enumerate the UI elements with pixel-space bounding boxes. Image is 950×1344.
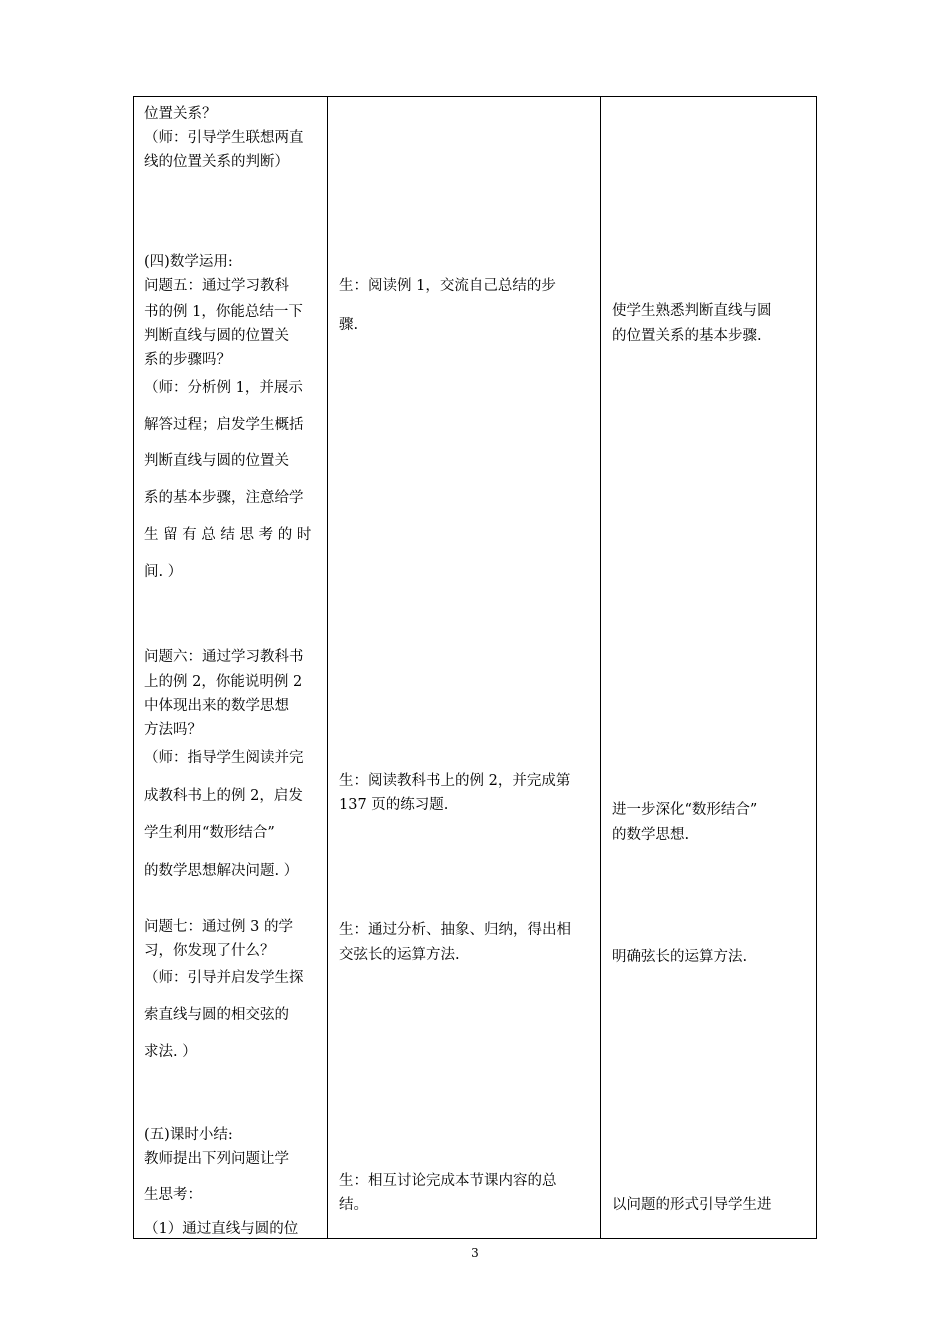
page-number: 3 [471, 1246, 479, 1260]
text-line: 骤. [339, 317, 359, 333]
text-line: 间. ） [144, 564, 183, 580]
text-line: 判断直线与圆的位置关 [144, 453, 289, 469]
text-line: 问题五：通过学习教科 [144, 278, 289, 294]
text-line: 学生利用“数形结合” [144, 825, 275, 841]
text-line: 求法. ） [144, 1044, 197, 1060]
text-line: 书的例 1，你能总结一下 [144, 304, 303, 320]
text-line: （师：分析例 1，并展示 [144, 380, 303, 396]
lesson-plan-table [133, 96, 817, 1239]
text-line: 的位置关系的基本步骤. [612, 328, 762, 344]
text-line: 生：通过分析、抽象、归纳，得出相 [339, 922, 571, 938]
text-line: 结。 [339, 1197, 368, 1213]
text-line: 索直线与圆的相交弦的 [144, 1007, 289, 1023]
text-line: 方法吗？ [144, 722, 202, 738]
text-line: （师：指导学生阅读并完 [144, 750, 304, 766]
text-line: 解答过程；启发学生概括 [144, 417, 304, 433]
section-heading: (五)课时小结: [144, 1127, 233, 1143]
text-line: 生 留 有 总 结 思 考 的 时 [144, 527, 312, 543]
student-activity-cell [339, 97, 601, 1238]
text-line: （师：引导并启发学生探 [144, 970, 304, 986]
text-line: 教师提出下列问题让学 [144, 1151, 289, 1167]
text-line: 线的位置关系的判断） [144, 154, 289, 170]
text-line: 判断直线与圆的位置关 [144, 328, 289, 344]
text-line: 中体现出来的数学思想 [144, 698, 289, 714]
text-line: 生：阅读例 1，交流自己总结的步 [339, 278, 556, 294]
text-line: 系的基本步骤，注意给学 [144, 490, 304, 506]
text-line: 位置关系？ [144, 106, 217, 122]
text-line: 问题六：通过学习教科书 [144, 649, 304, 665]
design-intent-cell [612, 97, 816, 1238]
text-line: 生思考： [144, 1187, 202, 1203]
text-line: （师：引导学生联想两直 [144, 130, 304, 146]
column-divider [327, 97, 328, 1238]
text-line: 的数学思想. [612, 827, 690, 843]
teacher-activity-cell [144, 97, 326, 1238]
text-line: 137 页的练习题. [339, 797, 449, 813]
text-line: 使学生熟悉判断直线与圆 [612, 303, 772, 319]
text-line: 的数学思想解决问题. ） [144, 863, 299, 879]
text-line: 交弦长的运算方法. [339, 947, 460, 963]
text-line: 生：相互讨论完成本节课内容的总 [339, 1173, 557, 1189]
text-line: 明确弦长的运算方法. [612, 949, 748, 965]
text-line: 成教科书上的例 2，启发 [144, 788, 303, 804]
text-line: （1）通过直线与圆的位 [144, 1221, 299, 1237]
text-line: 系的步骤吗？ [144, 352, 231, 368]
text-line: 上的例 2，你能说明例 2 [144, 674, 303, 690]
text-line: 以问题的形式引导学生进 [612, 1197, 772, 1213]
section-heading: (四)数学运用: [144, 254, 233, 270]
text-line: 问题七：通过例 3 的学 [144, 919, 293, 935]
text-line: 生：阅读教科书上的例 2，并完成第 [339, 773, 571, 789]
text-line: 习，你发现了什么？ [144, 943, 275, 959]
text-line: 进一步深化“数形结合” [612, 802, 758, 818]
